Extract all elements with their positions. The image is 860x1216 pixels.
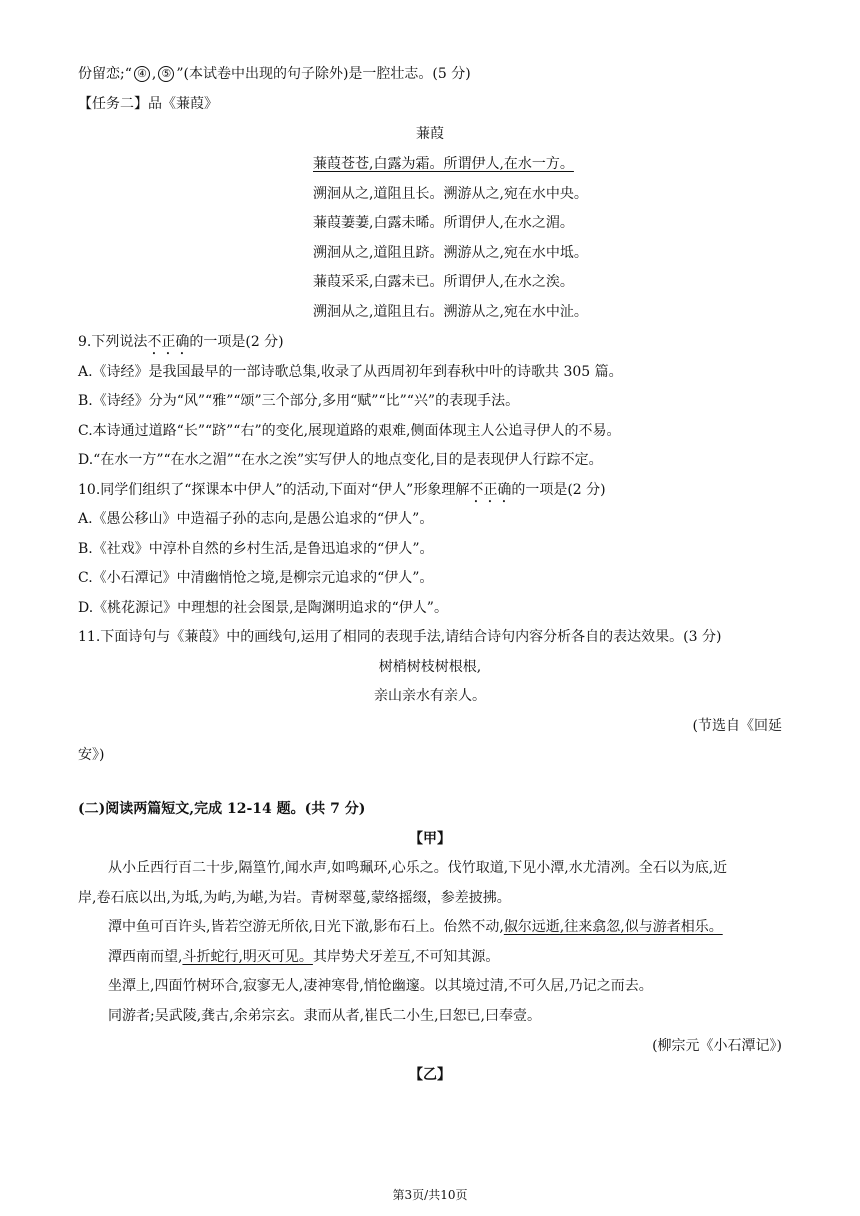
poem-title: 蒹葭 xyxy=(416,126,444,142)
section-2-heading: (二)阅读两篇短文,完成 12-14 题。(共 7 分) xyxy=(78,801,366,817)
poem-line: 溯洄从之,道阻且跻。溯游从之,宛在水中坻。 xyxy=(313,245,588,261)
emphasis-not-correct: 不正确 xyxy=(147,334,190,350)
q11-source: (节选自《回延 xyxy=(692,718,782,734)
question-10: 10.同学们组织了“探课本中伊人”的活动,下面对“伊人”形象理解不正确的一项是(2 分) xyxy=(78,482,606,498)
poem-line: 溯洄从之,道阻且长。溯游从之,宛在水中央。 xyxy=(313,186,588,202)
blank-number-5: ⑤ xyxy=(158,66,174,82)
poem-line-underlined: 蒹葭苍苍,白露为霜。所谓伊人,在水一方。 xyxy=(313,156,574,172)
emphasis-not-correct: 不正确 xyxy=(469,482,512,498)
question-11: 11.下面诗句与《蒹葭》中的画线句,运用了相同的表现手法,请结合诗句内容分析各自的表达效果。(3 分) xyxy=(78,629,722,645)
passage-paragraph: 从小丘西行百二十步,隔篁竹,闻水声,如鸣珮环,心乐之。伐竹取道,下见小潭,水尤清冽。全石以为底,近 xyxy=(108,860,728,876)
q11-source-continued: 安》) xyxy=(78,747,105,763)
q10-option-a: A.《愚公移山》中造福子孙的志向,是愚公追求的“伊人”。 xyxy=(78,511,434,527)
question-9: 9.下列说法不正确的一项是(2 分) xyxy=(78,334,284,350)
passage-paragraph: 潭中鱼可百许头,皆若空游无所依,日光下澈,影布石上。佁然不动,俶尔远逝,往来翕忽,似与游者相乐。 xyxy=(108,919,723,935)
task2-heading: 【任务二】品《蒹葭》 xyxy=(78,96,218,112)
passage-paragraph: 潭西南而望,斗折蛇行,明灭可见。其岸势犬牙差互,不可知其源。 xyxy=(108,949,500,965)
blank-number-4: ④ xyxy=(134,66,150,82)
poem-line: 蒹葭萋萋,白露未晞。所谓伊人,在水之湄。 xyxy=(313,215,574,231)
q9-option-d: D.“在水一方”“在水之湄”“在水之涘”实写伊人的地点变化,目的是表现伊人行踪不定。 xyxy=(78,452,603,468)
passage-yi-label: 【乙】 xyxy=(409,1067,451,1083)
page-number: 第3页/共10页 xyxy=(392,1188,468,1202)
passage-source: (柳宗元《小石潭记》) xyxy=(652,1038,782,1054)
passage-paragraph-continued: 岸,卷石底以出,为坻,为屿,为嵁,为岩。青树翠蔓,蒙络摇缀，参差披拂。 xyxy=(78,890,511,906)
q9-option-c: C.本诗通过道路“长”“跻”“右”的变化,展现道路的艰难,侧面体现主人公追寻伊人的不易。 xyxy=(78,423,621,439)
passage-jia-label: 【甲】 xyxy=(409,831,451,847)
passage-paragraph: 同游者;吴武陵,龚古,余弟宗玄。隶而从者,崔氏二小生,曰恕已,曰奉壹。 xyxy=(108,1008,541,1024)
q11-verse-line: 树梢树枝树根根, xyxy=(378,659,482,675)
underlined-sentence: 斗折蛇行,明灭可见。 xyxy=(182,949,313,965)
q10-option-d: D.《桃花源记》中理想的社会图景,是陶渊明追求的“伊人”。 xyxy=(78,600,448,616)
passage-paragraph: 坐潭上,四面竹树环合,寂寥无人,凄神寒骨,悄怆幽邃。以其境过清,不可久居,乃记之而去。 xyxy=(108,978,653,994)
poem-line: 蒹葭采采,白露未已。所谓伊人,在水之涘。 xyxy=(313,274,574,290)
underlined-sentence: 俶尔远逝,往来翕忽,似与游者相乐。 xyxy=(503,919,723,935)
q10-option-c: C.《小石潭记》中清幽悄怆之境,是柳宗元追求的“伊人”。 xyxy=(78,570,434,586)
q11-verse-line: 亲山亲水有亲人。 xyxy=(374,688,486,704)
q9-option-b: B.《诗经》分为“风”“雅”“颂”三个部分,多用“赋”“比”“兴”的表现手法。 xyxy=(78,393,520,409)
fill-blank-line: 份留恋;“ ④ , ⑤ ”(本试卷中出现的句子除外)是一腔壮志。(5 分) xyxy=(78,66,471,82)
poem-line: 溯洄从之,道阻且右。溯游从之,宛在水中沚。 xyxy=(313,304,588,320)
q10-option-b: B.《社戏》中淳朴自然的乡村生活,是鲁迅追求的“伊人”。 xyxy=(78,541,434,557)
q9-option-a: A.《诗经》是我国最早的一部诗歌总集,收录了从西周初年到春秋中叶的诗歌共 305 篇。 xyxy=(78,364,623,380)
